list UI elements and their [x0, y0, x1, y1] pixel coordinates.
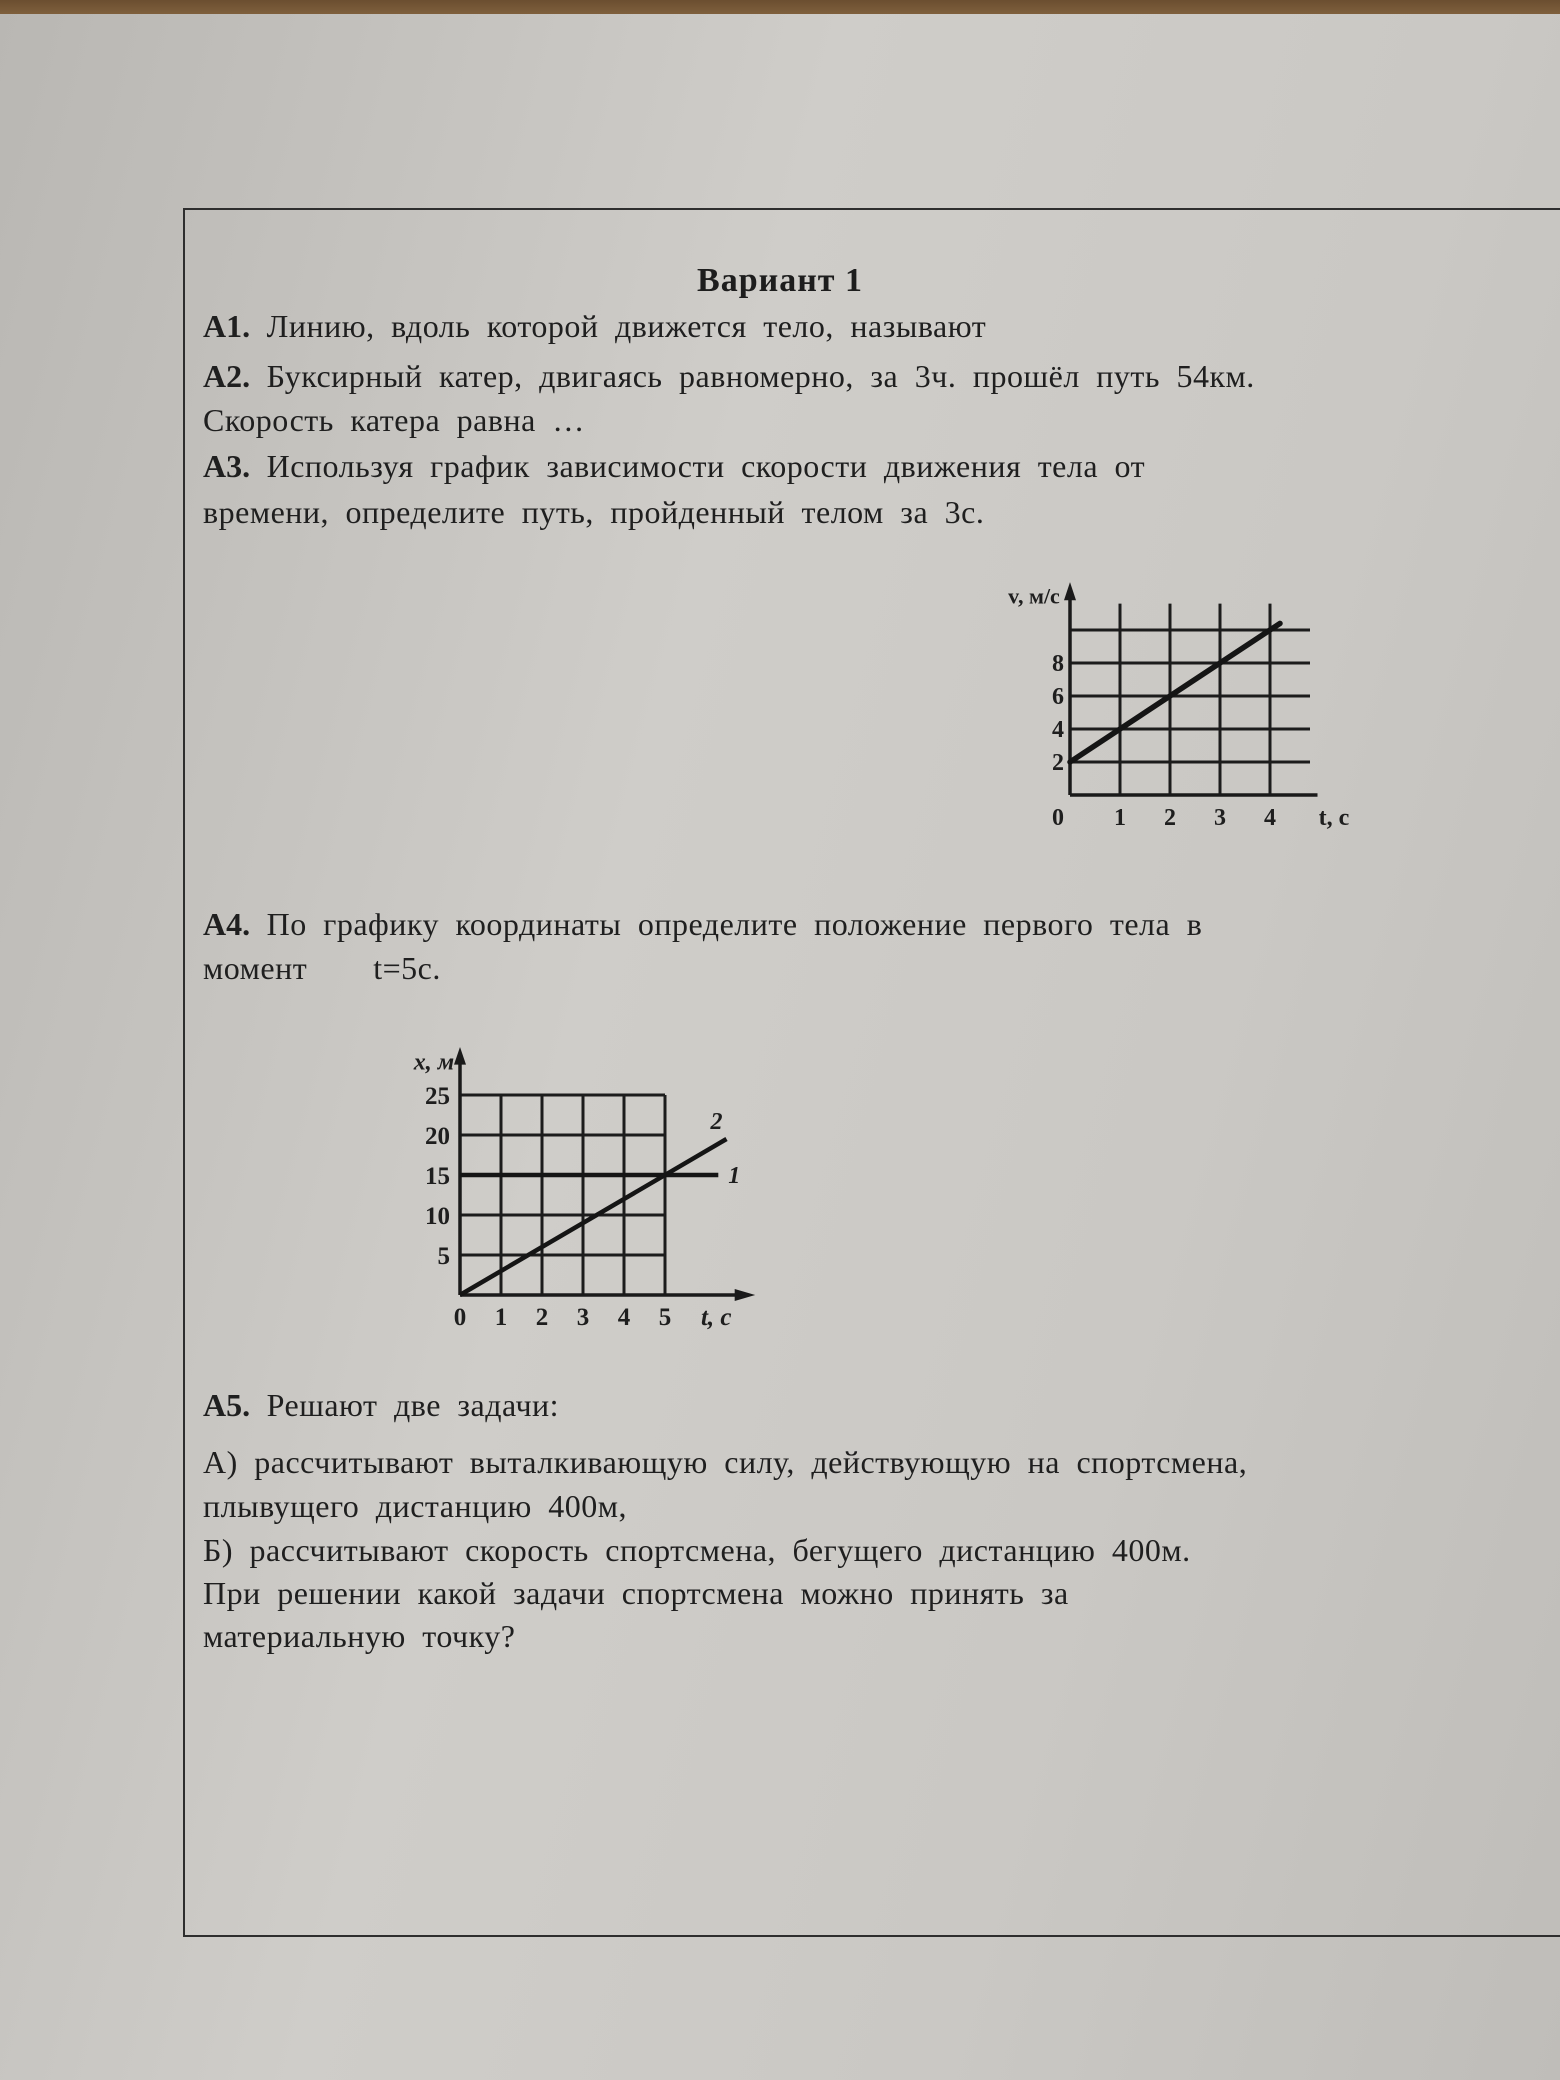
y-tick-label: 10: [425, 1203, 450, 1230]
x-tick-label: 5: [658, 1304, 672, 1331]
y-tick-label: 15: [425, 1163, 450, 1190]
series-2-label: 2: [710, 1109, 723, 1135]
question-a3: [203, 448, 1145, 485]
question-a5: [203, 1387, 559, 1424]
question-number: А3.: [203, 448, 251, 484]
question-a4: [203, 906, 1202, 943]
y-axis-label: v, м/с: [1008, 583, 1060, 609]
series-1-label: 1: [728, 1163, 741, 1189]
question-text: Линию, вдоль которой движется тело, называют: [266, 308, 987, 344]
question-a2: [203, 358, 1255, 395]
y-tick-label: 8: [1052, 651, 1064, 677]
question-number: А5.: [203, 1387, 251, 1423]
x-axis-arrow: [735, 1289, 756, 1301]
y-axis-arrow: [1064, 582, 1076, 600]
question-a4-cont: момент t=5с.: [203, 950, 441, 986]
x-axis-label: t, с: [1318, 805, 1350, 831]
velocity-chart: [980, 560, 1360, 840]
x-tick-label: 4: [617, 1304, 631, 1331]
question-text: Используя график зависимости скорости движения тела от: [266, 448, 1146, 484]
y-tick-label: 2: [1052, 750, 1064, 776]
question-a1: [203, 308, 986, 345]
y-tick-label: 4: [1052, 717, 1064, 743]
velocity-line: [1070, 623, 1280, 762]
variant-title: Вариант 1: [697, 262, 863, 299]
x-tick-label: 3: [1214, 805, 1226, 831]
y-tick-label: 5: [437, 1243, 450, 1270]
question-number: А2.: [203, 358, 251, 394]
question-text: Решают две задачи:: [266, 1387, 560, 1423]
question-number: А1.: [203, 308, 251, 344]
y-tick-label: 25: [425, 1083, 450, 1110]
y-tick-label: 20: [425, 1123, 450, 1150]
question-number: А4.: [203, 906, 251, 942]
question-a5-prompt: При решении какой задачи спортсмена можно принять за: [203, 1575, 1069, 1611]
question-a5-option-a-cont: плывущего дистанцию 400м,: [203, 1488, 627, 1524]
x-axis-label: t, с: [700, 1304, 732, 1331]
question-a5-prompt-cont: материальную точку?: [203, 1618, 516, 1654]
x-tick-label: 1: [494, 1304, 508, 1331]
question-a5-option-a: А) рассчитывают выталкивающую силу, действующую на спортсмена,: [203, 1444, 1248, 1480]
question-a5-option-b: Б) рассчитывают скорость спортсмена, бегущего дистанцию 400м.: [203, 1532, 1191, 1568]
x-tick-label: 0: [1052, 805, 1064, 831]
question-text: По графику координаты определите положение первого тела в: [266, 906, 1203, 942]
x-tick-label: 4: [1264, 805, 1276, 831]
question-a3-cont: времени, определите путь, пройденный телом за 3с.: [203, 494, 985, 530]
y-axis-label: x, м: [413, 1049, 455, 1076]
x-tick-label: 2: [535, 1304, 549, 1331]
x-tick-label: 2: [1164, 805, 1176, 831]
coordinate-chart: [370, 1030, 770, 1340]
x-tick-label: 1: [1114, 805, 1126, 831]
x-tick-label: 3: [576, 1304, 590, 1331]
y-tick-label: 6: [1052, 684, 1064, 710]
question-a2-cont: Скорость катера равна …: [203, 402, 585, 438]
question-text: Буксирный катер, двигаясь равномерно, за 3ч. прошёл путь 54км.: [266, 358, 1255, 394]
y-axis-arrow: [454, 1047, 466, 1065]
x-tick-label: 0: [453, 1304, 467, 1331]
